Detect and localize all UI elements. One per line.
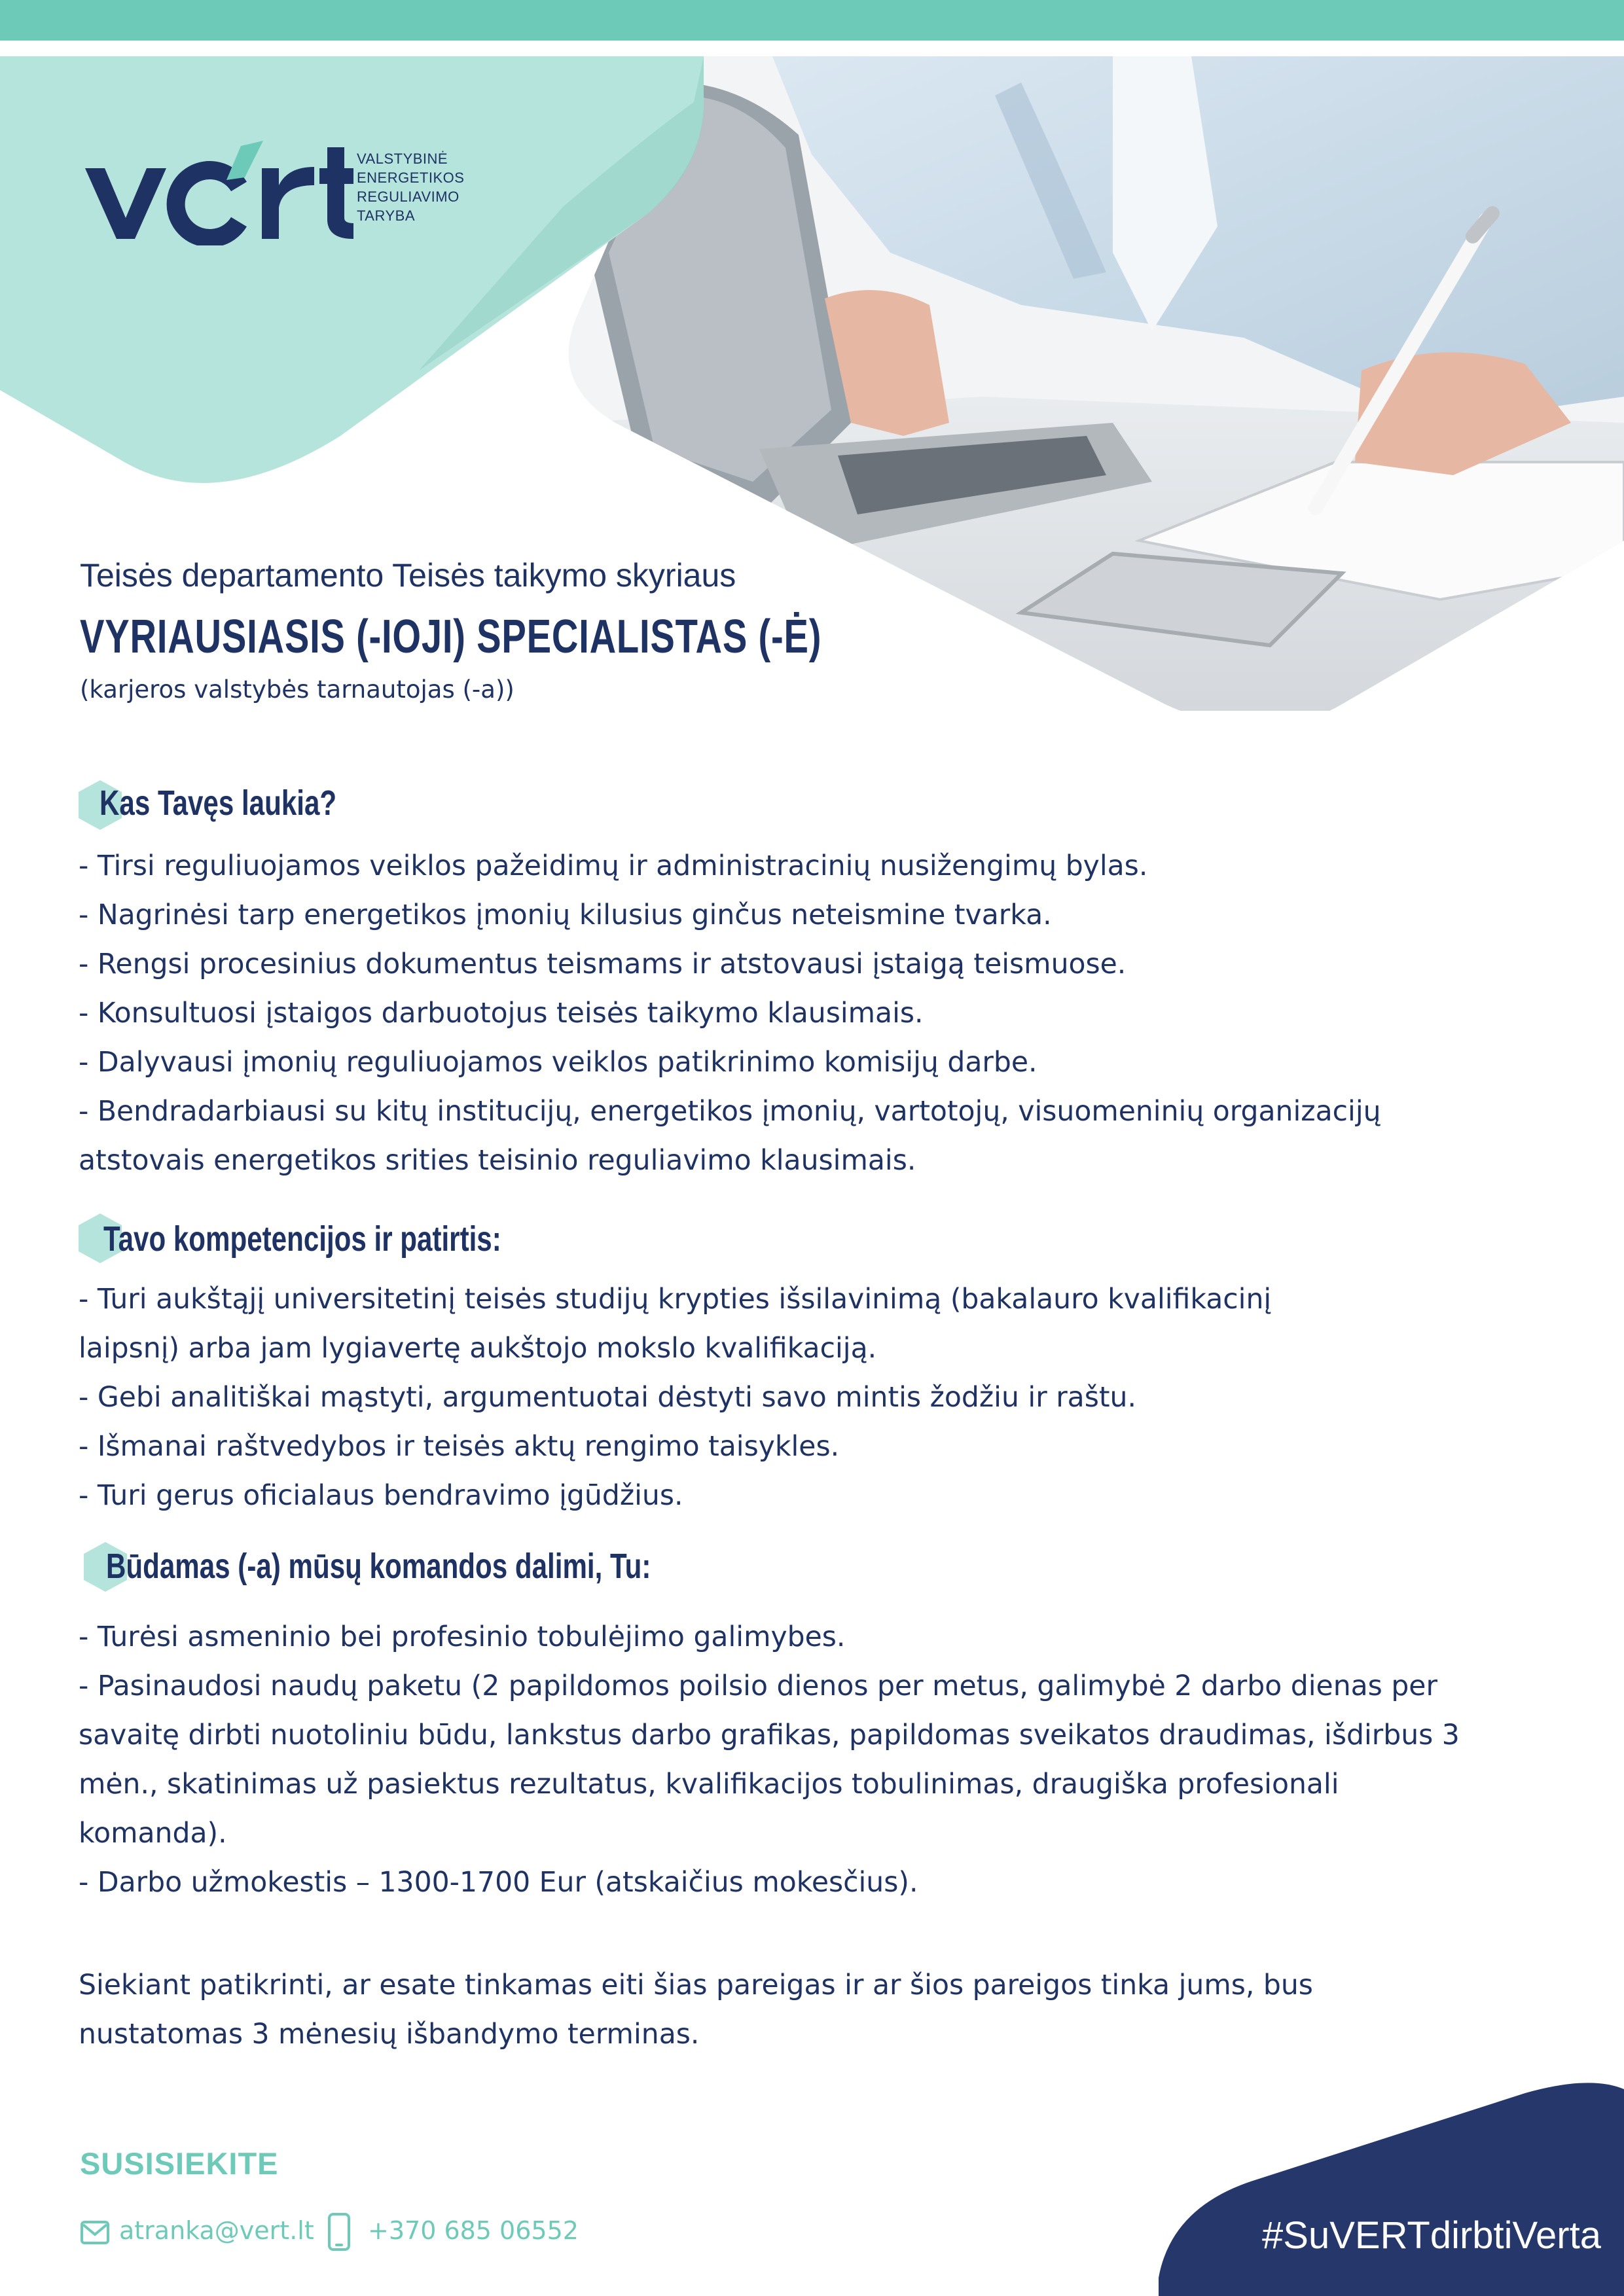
phone-icon bbox=[327, 2212, 351, 2251]
logo-subtitle-line: VALSTYBINĖ bbox=[357, 151, 448, 167]
job-subtitle: (karjeros valstybės tarnautojas (-a)) bbox=[80, 675, 514, 704]
section-body bbox=[79, 1275, 1545, 1520]
job-title: VYRIAUSIASIS (-IOJI) SPECIALISTAS (-Ė) bbox=[80, 611, 822, 663]
section-line: mėn., skatinimas už pasiektus rezultatus, kvalifikacijos tobulinimas, draugiška profesionali bbox=[79, 1768, 1339, 1801]
hashtag: #SuVERTdirbtiVerta bbox=[1262, 2214, 1601, 2257]
logo-subtitle bbox=[357, 149, 464, 225]
section-line: - Nagrinėsi tarp energetikos įmonių kilusius ginčus neteismine tvarka. bbox=[79, 899, 1052, 931]
email-link[interactable]: atranka@vert.lt bbox=[119, 2216, 314, 2245]
section-line: - Turi aukštąjį universitetinį teisės studijų krypties išsilavinimą (bakalauro kvalifikacinį bbox=[79, 1283, 1272, 1316]
top-color-band bbox=[0, 0, 1624, 41]
probation-line: nustatomas 3 mėnesių išbandymo terminas. bbox=[79, 2018, 700, 2051]
hashtag-banner-shape bbox=[1159, 2081, 1624, 2296]
section-line: - Konsultuosi įstaigos darbuotojus teisės taikymo klausimais. bbox=[79, 997, 924, 1030]
section-line: savaitę dirbti nuotoliniu būdu, lankstus darbo grafikas, papildomas sveikatos draudimas, išdirbus 3 bbox=[79, 1719, 1460, 1751]
section-line: - Išmanai raštvedybos ir teisės aktų rengimo taisykles. bbox=[79, 1431, 840, 1463]
department-line: Teisės departamento Teisės taikymo skyriaus bbox=[80, 557, 736, 594]
logo-subtitle-line: REGULIAVIMO bbox=[357, 188, 460, 205]
section-body bbox=[79, 842, 1545, 1185]
section-line: - Dalyvausi įmonių reguliuojamos veiklos patikrinimo komisijų darbe. bbox=[79, 1047, 1038, 1079]
logo-subtitle-line: ENERGETIKOS bbox=[357, 170, 465, 186]
phone-link[interactable]: +370 685 06552 bbox=[368, 2216, 579, 2245]
section-line: - Rengsi procesinius dokumentus teismams ir atstovausi įstaigą teismuose. bbox=[79, 948, 1127, 980]
probation-line: Siekiant patikrinti, ar esate tinkamas eiti šias pareigas ir ar šios pareigos tinka jums, bus bbox=[79, 1969, 1313, 2001]
section-line: - Pasinaudosi naudų paketu (2 papildomos poilsio dienos per metus, galimybė 2 darbo dienas per bbox=[79, 1670, 1437, 1702]
contact-heading: SUSISIEKITE bbox=[80, 2146, 279, 2181]
section-body bbox=[79, 1613, 1545, 1907]
section-line: - Turėsi asmeninio bei profesinio tobulėjimo galimybes. bbox=[79, 1621, 846, 1653]
section-heading: Būdamas (-a) mūsų komandos dalimi, Tu: bbox=[106, 1547, 651, 1586]
section-line: - Bendradarbiausi su kitų institucijų, energetikos įmonių, vartotojų, visuomeninių organizacijų bbox=[79, 1096, 1381, 1128]
section-line: - Gebi analitiškai mąstyti, argumentuotai dėstyti savo mintis žodžiu ir raštu. bbox=[79, 1382, 1136, 1414]
section-line: - Tirsi reguliuojamos veiklos pažeidimų ir administracinių nusižengimų bylas. bbox=[79, 850, 1148, 882]
section-line: komanda). bbox=[79, 1818, 227, 1850]
section-line: atstovais energetikos srities teisinio reguliavimo klausimais. bbox=[79, 1145, 916, 1177]
probation-note bbox=[79, 1961, 1545, 2059]
section-line: laipsnį) arba jam lygiavertę aukštojo mokslo kvalifikaciją. bbox=[79, 1333, 877, 1365]
section-heading: Kas Tavęs laukia? bbox=[99, 783, 337, 823]
section-line: - Turi gerus oficialaus bendravimo įgūdžius. bbox=[79, 1480, 683, 1512]
section-line: - Darbo užmokestis – 1300-1700 Eur (atskaičius mokesčius). bbox=[79, 1867, 918, 1899]
logo-subtitle-line: TARYBA bbox=[357, 207, 415, 224]
mail-icon bbox=[80, 2220, 110, 2245]
section-heading: Tavo kompetencijos ir patirtis: bbox=[103, 1219, 501, 1259]
